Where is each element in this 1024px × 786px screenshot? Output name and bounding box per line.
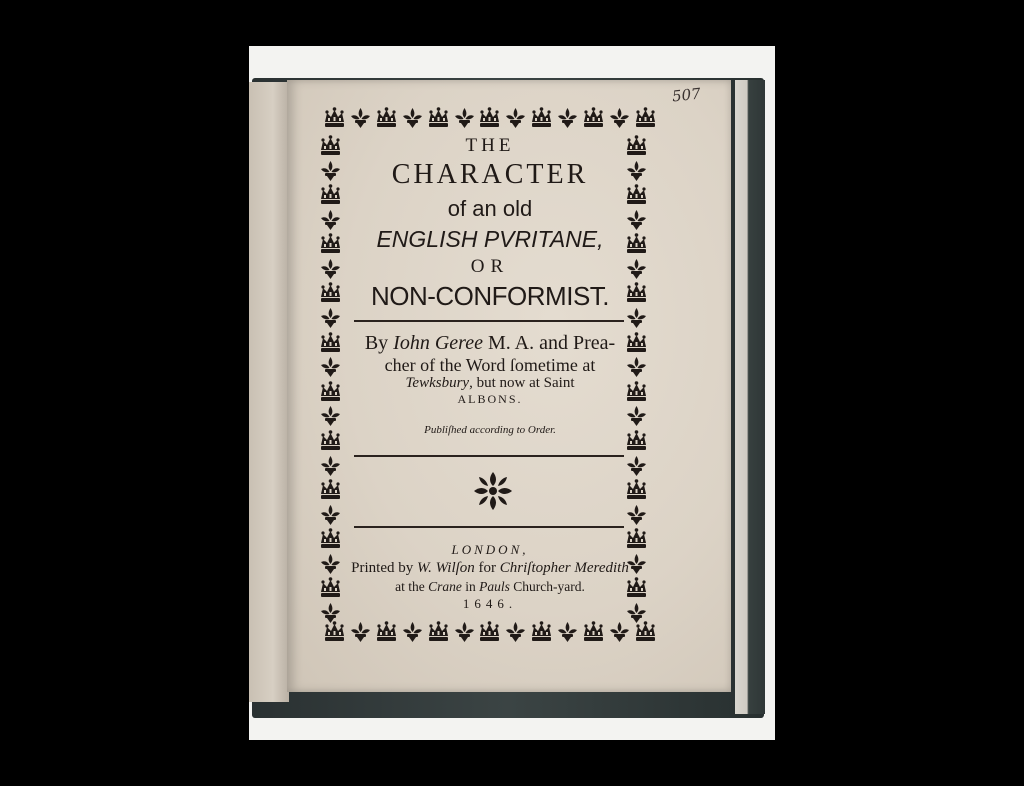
imprint-bookseller: Chriſtopher Meredith [499,560,629,576]
crown-ornament-icon [322,106,347,129]
imprint-printed-by [340,560,640,577]
author-by: By [364,332,394,354]
crown-ornament-icon [624,478,649,501]
crown-ornament-icon [426,620,451,643]
divider-rule [354,526,624,528]
crown-ornament-icon [581,106,606,129]
title-the: THE [465,135,515,156]
crown-ornament-icon [529,106,554,129]
crown-ornament-icon [581,620,606,643]
fleuron-icon [471,470,515,512]
imprint-at-the: at the [395,579,429,594]
fleur-ornament-icon [503,106,528,129]
crown-ornament-icon [374,106,399,129]
author-place: Tewksbury [405,375,470,391]
crown-ornament-icon [477,620,502,643]
imprint-printed-by-label: Printed by [351,560,417,576]
author-line-2: cher of the Word ſometime at [384,355,596,375]
fleur-ornament-icon [348,106,373,129]
fleur-ornament-icon [452,620,477,643]
crown-ornament-icon [318,478,343,501]
fleur-ornament-icon [400,620,425,643]
imprint-churchyard: Church-yard. [509,579,585,594]
ornament-border-top [322,106,658,136]
fleur-ornament-icon [555,620,580,643]
crown-ornament-icon [633,106,658,129]
facing-page [249,82,289,702]
folio-number: 507 [671,84,702,106]
title-english-puritane: ENGLISH PVRITANE, [376,226,604,252]
page-edges [735,80,765,714]
author-name: Iohn Geree [393,332,483,354]
published-notice: Publiſhed according to Order. [424,424,556,436]
imprint-city: LONDON, [451,542,529,557]
fleur-ornament-icon [400,106,425,129]
crown-ornament-icon [477,106,502,129]
author-line-4: ALBONS. [457,392,523,406]
author-line [340,332,640,355]
author-line-3 [340,375,640,392]
fleur-ornament-icon [318,503,343,526]
title-of-an-old: of an old [447,196,533,221]
fleur-ornament-icon [452,106,477,129]
author-degree: M. A. and Prea- [482,332,616,354]
imprint-address [340,579,640,595]
title-character: CHARACTER [391,159,589,190]
divider-rule [354,455,624,457]
title-non-conformist: NON-CONFORMIST. [370,281,610,311]
imprint-year: 1646. [462,596,518,611]
fleur-ornament-icon [503,620,528,643]
imprint-place: Pauls [479,579,510,594]
fleur-ornament-icon [607,106,632,129]
crown-ornament-icon [374,620,399,643]
crown-ornament-icon [529,620,554,643]
divider-rule [354,320,624,322]
author-line-3-rest: , but now at Saint [469,375,575,391]
fleur-ornament-icon [624,454,649,477]
title-or: OR [470,256,510,277]
imprint-in: in [461,579,480,594]
fleur-ornament-icon [318,454,343,477]
imprint-sign: Crane [428,579,462,594]
fleur-ornament-icon [624,503,649,526]
crown-ornament-icon [426,106,451,129]
imprint-for: for [474,560,500,576]
imprint-printer: W. Wilſon [417,560,475,576]
fleur-ornament-icon [555,106,580,129]
ornament-border-bottom [322,620,658,650]
